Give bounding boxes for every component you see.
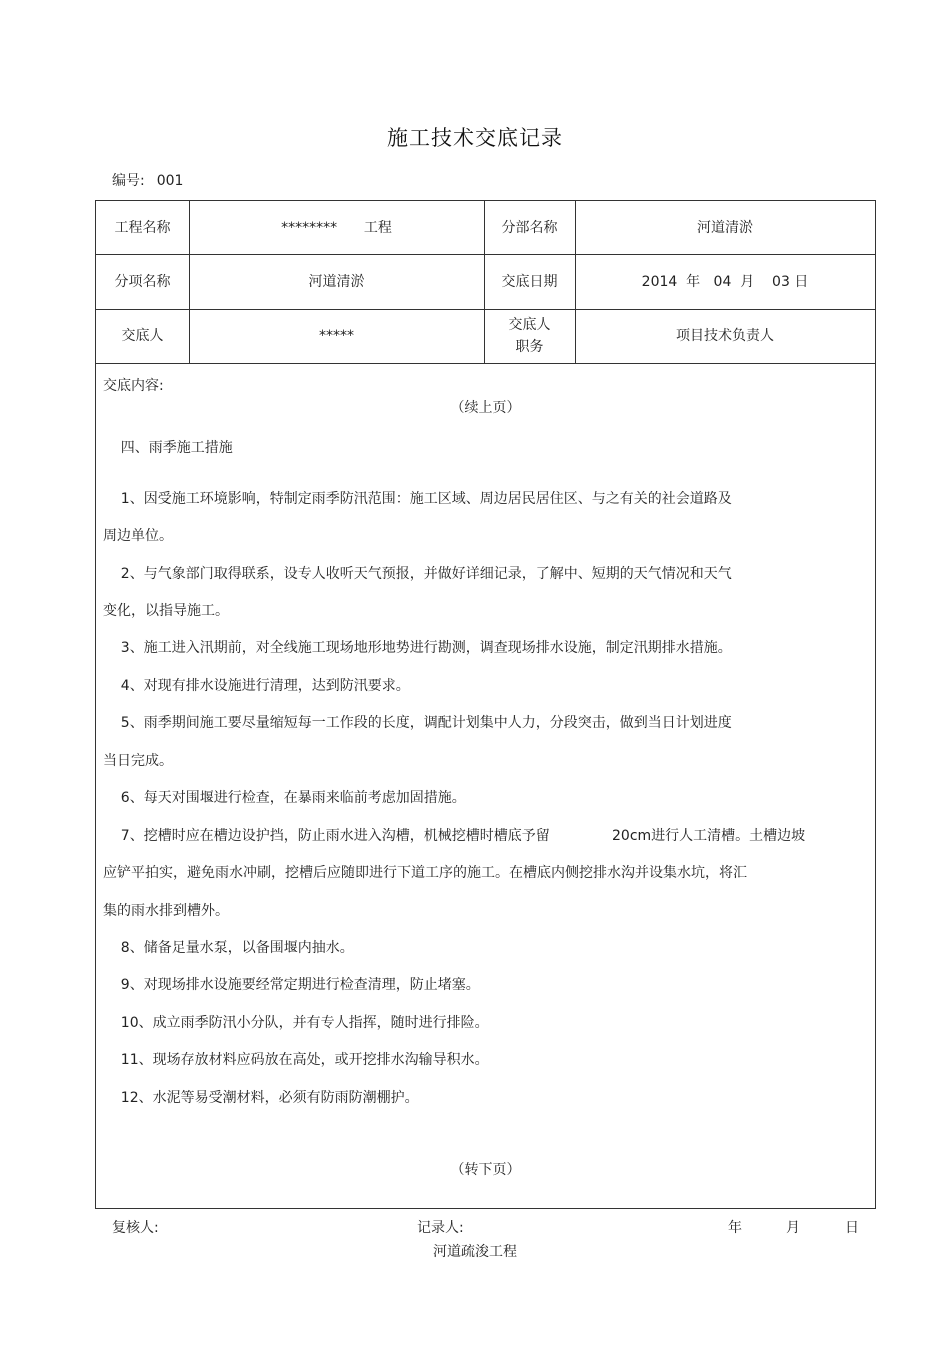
content-paragraph: 6、每天对围堰进行检查，在暴雨来临前考虑加固措施。 [103,790,466,806]
content-paragraph: 4、对现有排水设施进行清理，达到防汛要求。 [103,678,410,694]
continued-from-note: （续上页） [450,400,521,416]
year-label: 年 [728,1220,742,1236]
content-paragraph: 1、因受施工环境影响，特制定雨季防汛范围：施工区域、周边居民居住区、与之有关的社会道路及 [103,491,732,507]
content-paragraph: 变化，以指导施工。 [103,603,229,619]
person-label: 交底人 [121,328,164,344]
content-paragraph: 四、雨季施工措施 [103,440,233,456]
table-row-divider [96,363,875,364]
content-paragraph: 3、施工进入汛期前，对全线施工现场地形地势进行勘测，调查现场排水设施，制定汛期排水措施。 [103,640,732,656]
document-title: 施工技术交底记录 [387,126,563,150]
project-name-value: ******** 工程 [281,219,392,236]
position-label [484,309,575,363]
division-value: 河道清淤 [697,219,753,236]
content-paragraph: 5、雨季期间施工要尽量缩短每一工作段的长度，调配计划集中人力，分段突击，做到当日计划进度 [103,715,732,731]
content-paragraph: 10、成立雨季防汛小分队，并有专人指挥，随时进行排险。 [103,1015,489,1031]
content-paragraph: 应铲平拍实，避免雨水冲刷，挖槽后应随即进行下道工序的施工。在槽底内侧挖排水沟并设集水坑，将汇 [103,865,747,881]
content-paragraph: 11、现场存放材料应码放在高处，或开挖排水沟输导积水。 [103,1052,489,1068]
person-value: ***** [319,328,354,344]
page-footer: 河道疏浚工程 [433,1244,517,1260]
content-paragraph: 集的雨水排到槽外。 [103,903,229,919]
record-number-value: 001 [156,173,184,189]
position-label-line1: 交底人 [508,317,551,333]
content-paragraph: 9、对现场排水设施要经常定期进行检查清理，防止堵塞。 [103,977,480,993]
content-paragraph: 8、储备足量水泵，以备围堰内抽水。 [103,940,354,956]
continued-to-note: （转下页） [450,1162,521,1178]
record-number-label: 编号: [112,173,145,189]
item-value: 河道清淤 [308,273,365,290]
item-label: 分项名称 [114,273,171,290]
date-value: 2014 年 04 月 03 日 [641,273,809,290]
content-paragraph: 2、与气象部门取得联系，设专人收听天气预报，并做好详细记录，了解中、短期的天气情况和天气 [103,566,732,582]
reviewer-label: 复核人: [112,1220,159,1236]
project-name-label: 工程名称 [114,219,171,236]
position-value: 项目技术负责人 [676,328,774,344]
day-label: 日 [845,1220,859,1236]
content-label: 交底内容: [103,378,164,394]
content-paragraph: 当日完成。 [103,753,173,769]
recorder-label: 记录人: [417,1220,464,1236]
date-label: 交底日期 [501,273,558,290]
division-label: 分部名称 [501,219,558,236]
position-label-line2: 职务 [515,339,544,355]
month-label: 月 [786,1220,800,1236]
record-table [95,200,876,1209]
content-paragraph: 7、挖槽时应在槽边设护挡，防止雨水进入沟槽，机械挖槽时槽底予留 20cm进行人工清槽。土槽边坡 [103,828,806,844]
record-number [112,170,183,190]
content-paragraph: 周边单位。 [103,528,173,544]
content-paragraph: 12、水泥等易受潮材料，必须有防雨防潮棚护。 [103,1090,419,1106]
